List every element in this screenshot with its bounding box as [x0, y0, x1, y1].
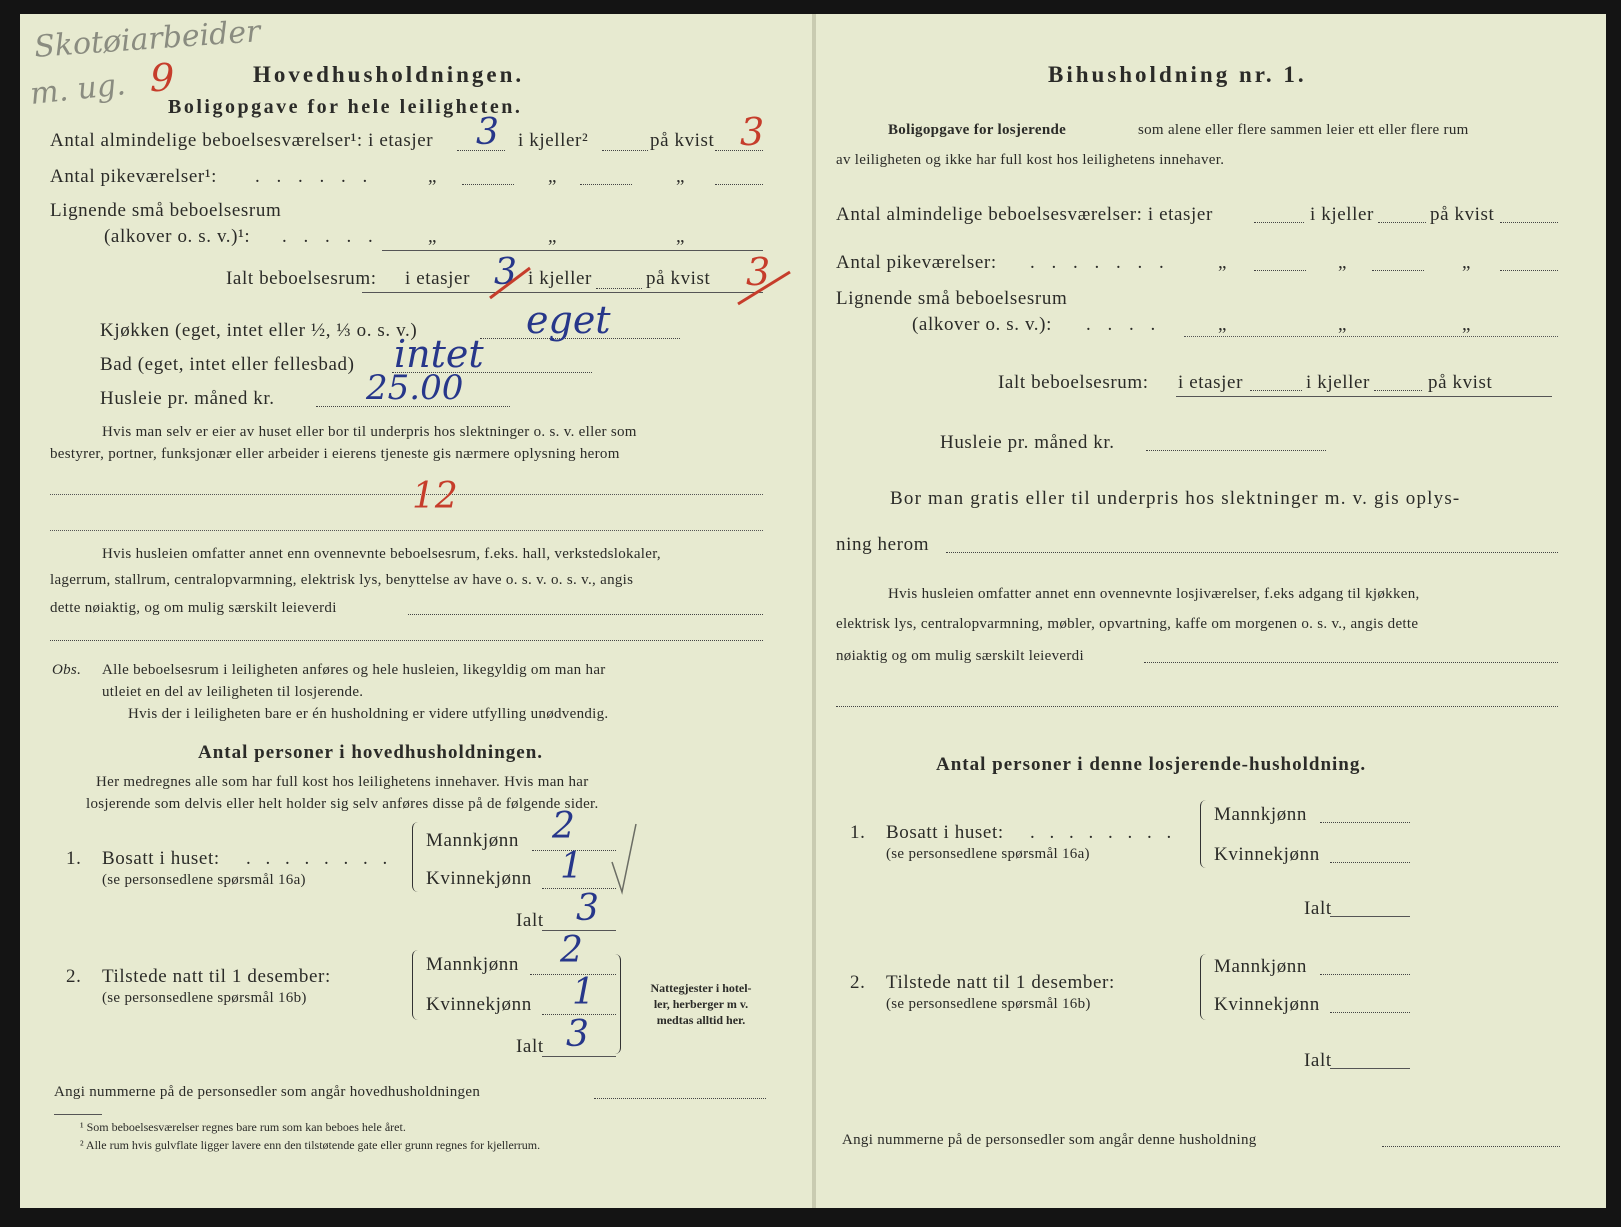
alcove-label: (alkover o. s. v.)¹: [104, 226, 251, 247]
male-label: Mannkjønn [1214, 804, 1308, 825]
owner-instruction: Hvis man selv er eier av huset eller bor til underpris hos slektninger o. s. v. eller som [102, 424, 637, 440]
resident-total-value: 3 [576, 888, 599, 929]
total-rooms-label: Ialt beboelsesrum: [226, 268, 377, 289]
male-label: Mannkjønn [426, 830, 520, 851]
ditto-mark: „ [1338, 252, 1348, 273]
question-number: 1. [850, 822, 866, 843]
resident-female-value: 1 [560, 846, 583, 887]
leader-dots: . . . . . . [255, 166, 374, 187]
total-cellar-label: i kjeller [1306, 372, 1370, 393]
female-label: Kvinnekjønn [1214, 994, 1320, 1015]
obs-note-end: Hvis der i leiligheten bare er én husholdning er videre utfylling unødvendig. [128, 706, 609, 722]
total-attic-label: på kvist [1428, 372, 1493, 393]
note-line: ler, herberger m v. [653, 997, 749, 1011]
footnote-1: ¹ Som beboelsesværelser regnes bare rum som kan beboes hele året. [80, 1120, 406, 1134]
ditto-mark: „ [428, 226, 438, 247]
kitchen-value: eget [526, 298, 611, 342]
persons-title: Antal personer i hovedhusholdningen. [198, 742, 544, 763]
margin-number: 9 [150, 56, 175, 100]
small-rooms-label: Lignende små beboelsesrum [836, 288, 1068, 309]
leader-dots: . . . . [1086, 314, 1162, 335]
bath-label: Bad (eget, intet eller fellesbad) [100, 354, 355, 375]
female-label: Kvinnekjønn [1214, 844, 1320, 865]
persons-instruction-cont: losjerende som delvis eller helt holder sig selv anføres disse på de følgende sider. [86, 796, 599, 812]
attic-label: på kvist [650, 130, 715, 151]
male-label: Mannkjønn [1214, 956, 1308, 977]
total-floors-value: 3 [494, 252, 517, 293]
pencil-check-mark [610, 822, 640, 902]
ditto-mark: „ [428, 166, 438, 187]
total-label: Ialt [1304, 898, 1332, 919]
resident-male-value: 2 [552, 806, 575, 847]
rent-includes-instruction: Hvis husleien omfatter annet enn ovennevnte losjiværelser, f.eks adgang til kjøkken, [888, 586, 1420, 602]
male-label: Mannkjønn [426, 954, 520, 975]
lodger-persons-title: Antal personer i denne losjerende-husholdning. [936, 754, 1367, 775]
underpris-instruction-cont: ning herom [836, 534, 930, 555]
present-label: Tilstede natt til 1 desember: [886, 972, 1115, 993]
lodger-intro-cont: av leiligheten og ikke har full kost hos leilighetens innehaver. [836, 152, 1225, 168]
underpris-instruction: Bor man gratis eller til underpris hos slektninger m. v. gis oplys- [890, 488, 1461, 509]
footnote-2: ² Alle rum hvis gulvflate ligger lavere enn den tilstøtende gate eller grunn regnes for kjellerrum. [80, 1138, 541, 1152]
leader-dots: . . . . . . . [1030, 252, 1170, 273]
ditto-mark: „ [1218, 314, 1228, 335]
total-floors-label: i etasjer [405, 268, 471, 289]
attic-label: på kvist [1430, 204, 1495, 225]
total-attic-label: på kvist [646, 268, 711, 289]
present-note: (se personsedlene spørsmål 16b) [102, 990, 307, 1006]
present-note: (se personsedlene spørsmål 16b) [886, 996, 1091, 1012]
leader-dots: . . . . . . . . [246, 848, 393, 869]
lodger-intro: som alene eller flere sammen leier ett eller flere rum [1138, 122, 1469, 138]
rent-label: Husleie pr. måned kr. [940, 432, 1115, 453]
ditto-mark: „ [676, 166, 686, 187]
persons-instruction: Her medregnes alle som har full kost hos leilighetens innehaver. Hvis man har [96, 774, 589, 790]
female-label: Kvinnekjønn [426, 868, 532, 889]
present-total-value: 3 [566, 1014, 589, 1055]
total-cellar-label: i kjeller [528, 268, 592, 289]
total-rooms-label: Ialt beboelsesrum: [998, 372, 1149, 393]
resident-note: (se personsedlene spørsmål 16a) [102, 872, 306, 888]
rent-includes-instruction-end: nøiaktig og om mulig særskilt leieverdi [836, 648, 1084, 664]
pencil-margin-note: m. ug. [28, 67, 128, 112]
resident-label: Bosatt i huset: [102, 848, 220, 869]
lodger-intro-bold: Boligopgave for losjerende [888, 122, 1067, 138]
note-line: medtas alltid her. [656, 1013, 746, 1027]
total-attic-value: 3 [746, 250, 771, 294]
person-numbers-label: Angi nummerne på de personsedler som angår hovedhusholdningen [54, 1084, 481, 1100]
female-label: Kvinnekjønn [426, 994, 532, 1015]
maid-rooms-label: Antal pikeværelser: [836, 252, 997, 273]
small-rooms-label: Lignende små beboelsesrum [50, 200, 282, 221]
question-number: 1. [66, 848, 82, 869]
rooms-floors-value: 3 [476, 112, 499, 153]
bath-value: intet [394, 332, 484, 376]
page-subtitle: Boligopgave for hele leiligheten. [168, 96, 523, 118]
ditto-mark: „ [1218, 252, 1228, 273]
red-mark: 12 [412, 476, 458, 517]
obs-label: Obs. [52, 662, 82, 678]
rent-label: Husleie pr. måned kr. [100, 388, 275, 409]
rent-value: 25.00 [366, 368, 464, 408]
rooms-label: Antal almindelige beboelsesværelser¹: i etasjer [50, 130, 434, 151]
note-line: Nattegjester i hotel- [650, 981, 752, 995]
question-number: 2. [850, 972, 866, 993]
cellar-label: i kjeller [1310, 204, 1374, 225]
leader-dots: . . . . . . . . [1030, 822, 1177, 843]
ditto-mark: „ [548, 226, 558, 247]
owner-instruction-cont: bestyrer, portner, funksjonær eller arbeider i eierens tjeneste gis nærmere oplysning herom [50, 446, 620, 462]
rent-includes-instruction-cont: lagerrum, stallrum, centralopvarmning, elektrisk lys, benyttelse av have o. s. v. o. s. v., angis [50, 572, 634, 588]
total-label: Ialt [1304, 1050, 1332, 1071]
rooms-attic-value: 3 [740, 110, 765, 154]
right-page-title: Bihusholdning nr. 1. [1048, 62, 1307, 87]
ditto-mark: „ [1462, 314, 1472, 335]
leader-dots: . . . . . [282, 226, 379, 247]
obs-note: Alle beboelsesrum i leiligheten anføres og hele husleien, likegyldig om man har [102, 662, 606, 678]
resident-note: (se personsedlene spørsmål 16a) [886, 846, 1090, 862]
ditto-mark: „ [1462, 252, 1472, 273]
obs-note-cont: utleiet en del av leiligheten til losjerende. [102, 684, 364, 700]
red-check-strokes [470, 262, 800, 312]
page-title: Hovedhusholdningen. [253, 62, 525, 87]
ditto-mark: „ [676, 226, 686, 247]
rent-includes-instruction: Hvis husleien omfatter annet enn ovennevnte beboelsesrum, f.eks. hall, verkstedslokaler, [102, 546, 661, 562]
ditto-mark: „ [1338, 314, 1348, 335]
right-page [816, 14, 1606, 1208]
question-number: 2. [66, 966, 82, 987]
total-label: Ialt [516, 910, 544, 931]
rent-includes-instruction-end: dette nøiaktig, og om mulig særskilt leieverdi [50, 600, 337, 616]
present-female-value: 1 [572, 972, 595, 1013]
total-label: Ialt [516, 1036, 544, 1057]
pencil-occupation-note: Skotøiarbeider [33, 14, 262, 65]
kitchen-label: Kjøkken (eget, intet eller ½, ⅓ o. s. v.) [100, 320, 418, 341]
present-label: Tilstede natt til 1 desember: [102, 966, 331, 987]
resident-label: Bosatt i huset: [886, 822, 1004, 843]
present-male-value: 2 [560, 930, 583, 971]
rooms-label: Antal almindelige beboelsesværelser: i etasjer [836, 204, 1213, 225]
alcove-label: (alkover o. s. v.): [912, 314, 1052, 335]
cellar-label: i kjeller² [518, 130, 589, 151]
overnight-guests-note [636, 980, 766, 1028]
person-numbers-label: Angi nummerne på de personsedler som angår denne husholdning [842, 1132, 1257, 1148]
rent-includes-instruction-cont: elektrisk lys, centralopvarmning, møbler, opvartning, kaffe om morgenen o. s. v., angis dette [836, 616, 1419, 632]
maid-rooms-label: Antal pikeværelser¹: [50, 166, 218, 187]
ditto-mark: „ [548, 166, 558, 187]
total-floors-label: i etasjer [1178, 372, 1244, 393]
